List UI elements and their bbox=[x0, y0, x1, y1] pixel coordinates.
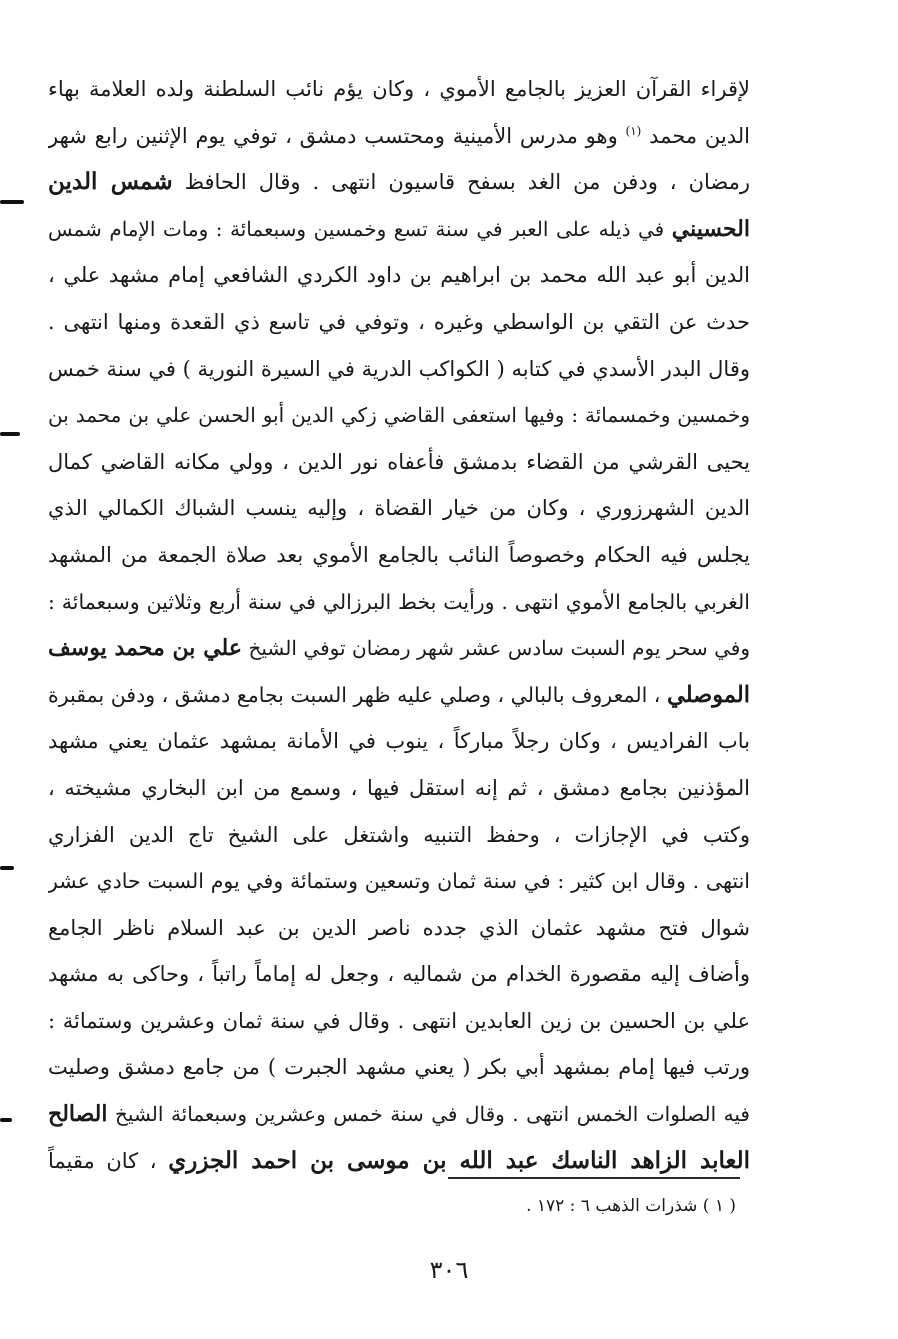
text-line bbox=[48, 718, 750, 765]
margin-mark bbox=[0, 1118, 12, 1122]
text-line bbox=[48, 113, 750, 160]
text-line bbox=[48, 439, 750, 486]
text-segment: يحيى القرشي من القضاء بدمشق فأعفاه نور الدين ، وولي مكانه القاضي كمال bbox=[48, 449, 750, 474]
text-line bbox=[48, 998, 750, 1045]
text-segment: رمضان ، ودفن من الغد بسفح قاسيون انتهى . وقال الحافظ bbox=[172, 170, 750, 195]
bold-name: الحسيني bbox=[671, 215, 750, 242]
text-segment: ورتب فيها إمام بمشهد أبي بكر ( يعني مشهد الجبرت ) من جامع دمشق وصليت bbox=[48, 1055, 750, 1080]
margin-mark bbox=[0, 432, 20, 436]
text-segment: ، كان مقيماً bbox=[48, 1148, 169, 1173]
footnote-marker: (١) bbox=[625, 123, 642, 138]
text-segment: الغربي بالجامع الأموي انتهى . ورأيت بخط البرزالي في سنة أربع وثلاثين وسبعمائة : bbox=[48, 589, 750, 614]
text-segment: الدين الشهرزوري ، وكان من خيار القضاة ، وإليه ينسب الشباك الكمالي الذي bbox=[48, 496, 750, 521]
bold-name: الموصلي bbox=[666, 681, 750, 708]
text-segment: يجلس فيه الحكام وخصوصاً النائب بالجامع الأموي بعد صلاة الجمعة من المشهد bbox=[48, 542, 750, 567]
text-line bbox=[48, 905, 750, 952]
bold-name: الصالح bbox=[48, 1101, 108, 1128]
text-segment: الدين أبو عبد الله محمد بن ابراهيم بن داود الكردي الشافعي إمام مشهد علي ، bbox=[48, 263, 750, 288]
text-line bbox=[48, 1044, 750, 1091]
bold-name: علي بن محمد يوسف bbox=[48, 635, 242, 662]
footnote-divider bbox=[448, 1177, 740, 1179]
text-line bbox=[48, 765, 750, 812]
page-number: ٣٠٦ bbox=[429, 1256, 469, 1284]
text-segment: ، المعروف بالبالي ، وصلي عليه ظهر السبت بجامع دمشق ، ودفن بمقبرة bbox=[48, 682, 667, 707]
text-line bbox=[48, 812, 750, 859]
text-line bbox=[48, 485, 750, 532]
text-line bbox=[48, 252, 750, 299]
text-line bbox=[48, 1091, 750, 1138]
text-segment: وكتب في الإجازات ، وحفظ التنبيه واشتغل على الشيخ تاج الدين الفزاري bbox=[48, 822, 750, 847]
margin-mark bbox=[0, 866, 14, 870]
text-line bbox=[48, 858, 750, 905]
text-line bbox=[48, 579, 750, 626]
text-segment: لإقراء القرآن العزيز بالجامع الأموي ، وكان يؤم نائب السلطنة ولده العلامة بهاء bbox=[48, 77, 750, 101]
text-segment: حدث عن التقي بن الواسطي وغيره ، وتوفي في تاسع ذي القعدة ومنها انتهى . bbox=[48, 309, 750, 334]
text-segment: وهو مدرس الأمينية ومحتسب دمشق ، توفي يوم الإثنين رابع شهر bbox=[48, 123, 626, 148]
text-line bbox=[48, 299, 750, 346]
text-segment: الدين محمد bbox=[641, 123, 750, 148]
text-segment: باب الفراديس ، وكان رجلاً مباركاً ، ينوب في الأمانة بمشهد عثمان يعني مشهد bbox=[48, 729, 750, 754]
text-line bbox=[48, 532, 750, 579]
text-segment: وأضاف إليه مقصورة الخدام من شماليه ، وجعل له إماماً راتباً ، وحاكى به مشهد bbox=[48, 962, 750, 987]
main-text bbox=[48, 66, 750, 1184]
bold-name: شمس الدين bbox=[48, 168, 173, 196]
text-line bbox=[48, 206, 750, 253]
text-line bbox=[48, 346, 750, 393]
text-line bbox=[48, 66, 750, 113]
text-segment: وخمسين وخمسمائة : وفيها استعفى القاضي زكي الدين أبو الحسن علي بن محمد بن bbox=[48, 403, 750, 428]
text-line bbox=[48, 951, 750, 998]
text-segment: شوال فتح مشهد عثمان الذي جدده ناصر الدين بن عبد السلام ناظر الجامع bbox=[48, 915, 750, 940]
text-segment: فيه الصلوات الخمس انتهى . وقال في سنة خمس وعشرين وسبعمائة الشيخ bbox=[107, 1102, 750, 1127]
margin-mark bbox=[0, 200, 24, 204]
text-line bbox=[48, 392, 750, 439]
text-segment: وفي سحر يوم السبت سادس عشر شهر رمضان توفي الشيخ bbox=[241, 636, 750, 661]
text-line bbox=[48, 625, 750, 672]
text-segment: علي بن الحسين بن زين العابدين انتهى . وقال في سنة ثمان وعشرين وستمائة : bbox=[48, 1008, 750, 1033]
text-line bbox=[48, 159, 750, 206]
text-segment: انتهى . وقال ابن كثير : في سنة ثمان وتسعين وستمائة وفي يوم السبت حادي عشر bbox=[48, 869, 750, 894]
footnote: ( ١ ) شذرات الذهب ٦ : ١٧٢ . bbox=[526, 1196, 736, 1216]
text-segment: المؤذنين بجامع دمشق ، ثم إنه استقل فيها ، وسمع من ابن البخاري مشيخته ، bbox=[48, 775, 750, 800]
text-line bbox=[48, 672, 750, 719]
text-segment: في ذيله على العبر في سنة تسع وخمسين وسبعمائة : ومات الإمام شمس bbox=[48, 216, 672, 241]
bold-name: العابد الزاهد الناسك عبد الله بن موسى بن احمد الجزري bbox=[168, 1146, 750, 1174]
text-segment: وقال البدر الأسدي في كتابه ( الكواكب الدرية في السيرة النورية ) في سنة خمس bbox=[48, 356, 750, 381]
